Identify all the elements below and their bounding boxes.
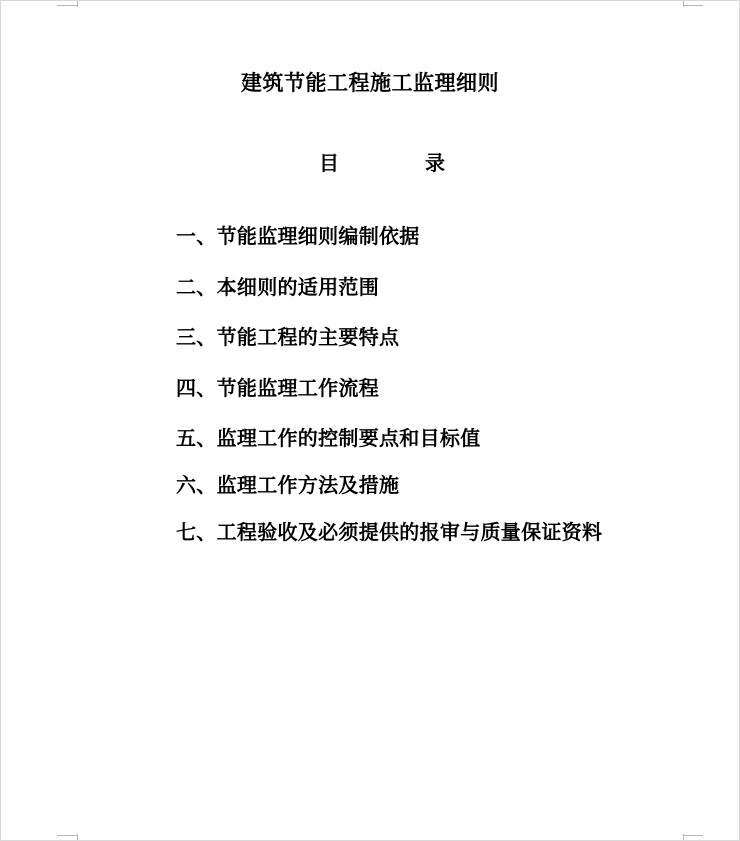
toc-item: 二、本细则的适用范围	[176, 275, 379, 299]
toc-heading	[1, 147, 739, 173]
toc-heading-right: 录	[425, 151, 445, 175]
toc-item: 六、监理工作方法及措施	[176, 473, 400, 497]
crop-mark-bottom-right-vertical	[683, 834, 684, 840]
toc-item: 三、节能工程的主要特点	[176, 325, 400, 349]
toc-heading-left: 目	[319, 151, 339, 175]
crop-mark-top-right-vertical	[683, 1, 684, 7]
toc-item: 一、节能监理细则编制依据	[176, 224, 420, 248]
crop-mark-top-left	[57, 5, 77, 6]
crop-mark-bottom-left-vertical	[77, 834, 78, 840]
crop-mark-bottom-left	[57, 835, 77, 836]
crop-mark-bottom-right	[683, 835, 703, 836]
document-title: 建筑节能工程施工监理细则	[241, 70, 499, 95]
crop-mark-top-left-vertical	[77, 1, 78, 7]
crop-mark-top-right	[683, 5, 703, 6]
toc-item: 五、监理工作的控制要点和目标值	[176, 426, 481, 450]
toc-item: 四、节能监理工作流程	[176, 376, 379, 400]
toc-item: 七、工程验收及必须提供的报审与质量保证资料	[176, 520, 603, 544]
